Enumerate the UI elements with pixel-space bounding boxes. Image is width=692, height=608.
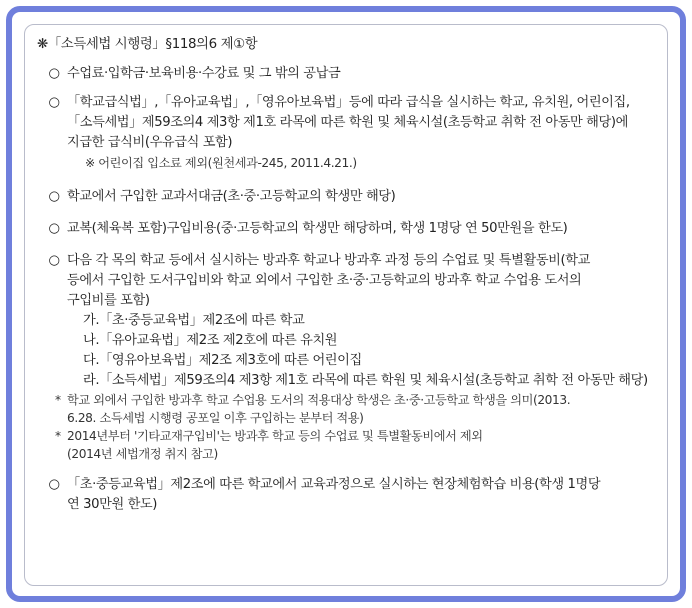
list-item: [37, 64, 657, 84]
list-item: [37, 251, 657, 391]
item-line: 구입비를 포함): [67, 293, 150, 308]
item-line: 연 30만원 한도): [67, 497, 158, 512]
item-line: 「소득세법」제59조의4 제3항 제1호 라목에 따른 학원 및 체육시설(초등학교 취학 전 아동만 해당)에: [67, 115, 628, 130]
circle-bullet-icon: ○: [48, 253, 60, 268]
item-note: ※ 어린이집 입소료 제외(원천세과-245, 2011.4.21.): [85, 156, 357, 170]
sub-item: 나.「유아교육법」제2조 제2호에 따른 유치원: [83, 333, 338, 348]
circle-bullet-icon: ○: [48, 95, 60, 110]
sub-item: 다.「영유아보육법」제2조 제3호에 따른 어린이집: [83, 353, 362, 368]
item-line: 등에서 구입한 도서구입비와 학교 외에서 구입한 초·중·고등학교의 방과후 학교 수업용 도서의: [67, 273, 582, 288]
item-line: 「초·중등교육법」제2조에 따른 학교에서 교육과정으로 실시하는 현장체험학습 비용(학생 1명당: [67, 477, 601, 492]
item-line: 교복(체육복 포함)구입비용(중·고등학교의 학생만 해당하며, 학생 1명당 연 50만원을 한도): [67, 221, 568, 236]
list-item: [37, 93, 657, 173]
list-item: [37, 475, 657, 515]
item-line: 학교에서 구입한 교과서대금(초·중·고등학교의 학생만 해당): [67, 189, 396, 204]
list-item: [37, 219, 657, 239]
footnote-line: 6.28. 소득세법 시행령 공포일 이후 구입하는 분부터 적용): [67, 411, 364, 425]
item-line: 「학교급식법」,「유아교육법」,「영유아보육법」등에 따라 급식을 실시하는 학교, 유치원, 어린이집,: [67, 95, 630, 110]
circle-bullet-icon: ○: [48, 477, 60, 492]
item-line: 지급한 급식비(우유급식 포함): [67, 135, 233, 150]
footnote-line: 2014년부터 '기타교재구입비'는 방과후 학교 등의 수업료 및 특별활동비에서 제외: [67, 429, 483, 443]
asterisk-icon: *: [55, 429, 61, 443]
outer-frame: [6, 6, 686, 602]
sub-item: 라.「소득세법」제59조의4 제3항 제1호 라목에 따른 학원 및 체육시설(초등학교 취학 전 아동만 해당): [83, 373, 648, 388]
footnote: [37, 427, 657, 463]
circle-bullet-icon: ○: [48, 221, 60, 236]
document-content: [37, 35, 657, 515]
circle-bullet-icon: ○: [48, 189, 60, 204]
circle-bullet-icon: ○: [48, 66, 60, 81]
footnote: [37, 391, 657, 427]
content-box: [24, 24, 668, 586]
footnote-line: 학교 외에서 구입한 방과후 학교 수업용 도서의 적용대상 학생은 초·중·고등학교 학생을 의미(2013.: [67, 393, 571, 407]
footnote-line: (2014년 세법개정 취지 참고): [67, 447, 218, 461]
item-line: 수업료·입학금·보육비용·수강료 및 그 밖의 공납금: [67, 66, 341, 81]
section-title: ❋「소득세법 시행령」§118의6 제①항: [37, 37, 258, 52]
list-item: [37, 187, 657, 207]
sub-item: 가.「초·중등교육법」제2조에 따른 학교: [83, 313, 305, 328]
asterisk-icon: *: [55, 393, 61, 407]
item-line: 다음 각 목의 학교 등에서 실시하는 방과후 학교나 방과후 과정 등의 수업료 및 특별활동비(학교: [67, 253, 590, 268]
